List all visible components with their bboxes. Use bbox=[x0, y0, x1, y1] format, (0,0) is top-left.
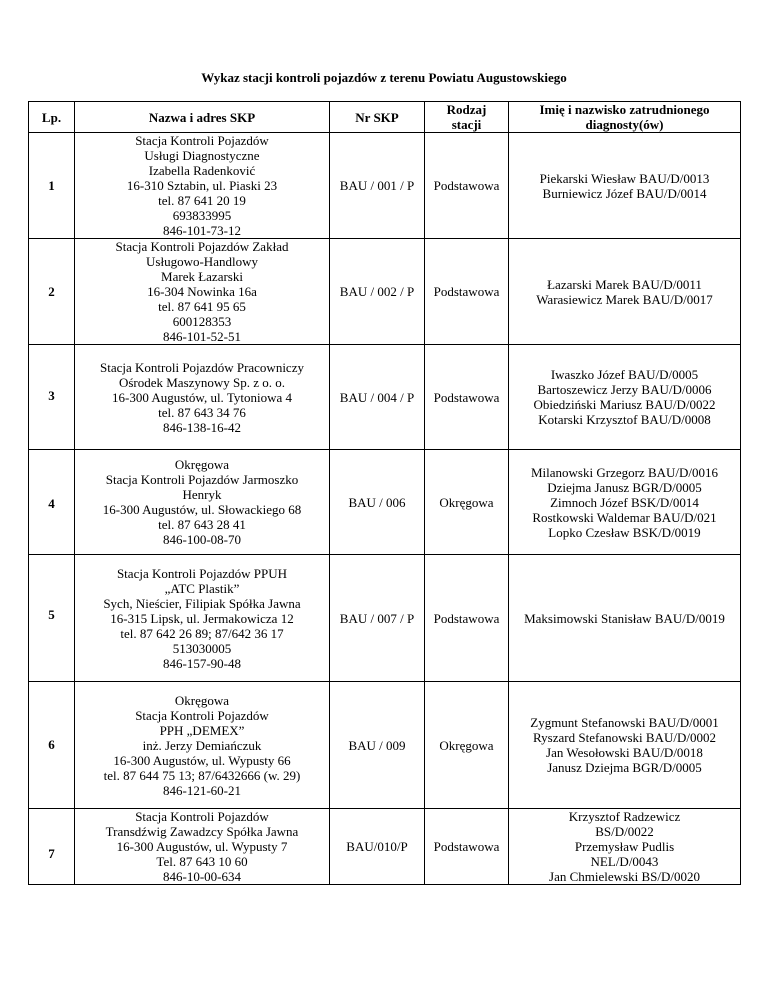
name-line: Sych, Nieścier, Filipiak Spółka Jawna bbox=[103, 595, 301, 611]
name-line: Marek Łazarski bbox=[161, 269, 243, 284]
name-line: inż. Jerzy Demiańczuk bbox=[142, 737, 262, 753]
name-line: Stacja Kontroli Pojazdów Pracowniczy bbox=[100, 359, 304, 375]
row-name bbox=[75, 239, 330, 345]
diag-line: Janusz Dziejma BGR/D/0005 bbox=[547, 760, 702, 775]
table-row bbox=[29, 555, 741, 682]
row-lp bbox=[29, 682, 75, 809]
diag-line: Bartoszewicz Jerzy BAU/D/0006 bbox=[537, 382, 712, 397]
row-nr: BAU/010/P bbox=[330, 809, 425, 885]
name-line: 16-315 Lipsk, ul. Jermakowicza 12 bbox=[110, 610, 294, 626]
name-line: Usługowo-Handlowy bbox=[146, 254, 258, 269]
diag-line: Warasiewicz Marek BAU/D/0017 bbox=[536, 291, 713, 307]
row-type: Podstawowa bbox=[425, 555, 509, 682]
table-row bbox=[29, 682, 741, 809]
row-nr: BAU / 004 / P bbox=[330, 345, 425, 450]
header-lp: Lp. bbox=[29, 102, 75, 133]
name-line: 846-157-90-48 bbox=[163, 655, 241, 671]
diag-line: Łazarski Marek BAU/D/0011 bbox=[547, 276, 702, 292]
name-line: Stacja Kontroli Pojazdów bbox=[135, 707, 269, 723]
diag-line: NEL/D/0043 bbox=[590, 854, 659, 869]
row-name bbox=[75, 682, 330, 809]
table-row bbox=[29, 133, 741, 239]
name-line: „ATC Plastik” bbox=[164, 580, 240, 596]
name-line: Stacja Kontroli Pojazdów PPUH bbox=[116, 565, 288, 581]
row-type: Okręgowa bbox=[425, 450, 509, 555]
name-line: Okręgowa bbox=[174, 692, 230, 708]
row-type: Podstawowa bbox=[425, 133, 509, 239]
name-line: 846-10-00-634 bbox=[163, 869, 241, 884]
diag-line: Dziejma Janusz BGR/D/0005 bbox=[547, 479, 702, 495]
name-line: tel. 87 641 20 19 bbox=[158, 193, 246, 208]
row-lp-value: 3 bbox=[48, 388, 55, 403]
row-type: Okręgowa bbox=[425, 682, 509, 809]
diag-line: Rostkowski Waldemar BAU/D/021 bbox=[532, 509, 717, 525]
header-name: Nazwa i adres SKP bbox=[75, 102, 330, 133]
row-lp bbox=[29, 809, 75, 885]
row-lp bbox=[29, 239, 75, 345]
row-type: Podstawowa bbox=[425, 239, 509, 345]
name-line: 693833995 bbox=[172, 208, 232, 223]
row-nr: BAU / 002 / P bbox=[330, 239, 425, 345]
name-line: 16-304 Nowinka 16a bbox=[147, 284, 257, 299]
row-lp-value: 2 bbox=[48, 284, 55, 299]
header-diag-line: Imię i nazwisko zatrudnionego bbox=[539, 102, 710, 117]
row-lp bbox=[29, 450, 75, 555]
name-line: Tel. 87 643 10 60 bbox=[156, 854, 248, 869]
diag-line: Lopko Czesław BSK/D/0019 bbox=[548, 524, 701, 540]
document-title: Wykaz stacji kontroli pojazdów z terenu Powiatu Augustowskiego bbox=[201, 70, 567, 85]
name-line: tel. 87 642 26 89; 87/642 36 17 bbox=[120, 625, 284, 641]
row-nr: BAU / 009 bbox=[330, 682, 425, 809]
name-line: PPH „DEMEX” bbox=[159, 722, 245, 738]
row-lp bbox=[29, 345, 75, 450]
row-lp-value: 7 bbox=[48, 846, 55, 861]
diag-line: Burniewicz Józef BAU/D/0014 bbox=[542, 185, 707, 201]
name-line: 600128353 bbox=[172, 314, 232, 329]
row-lp-value: 4 bbox=[48, 496, 55, 511]
name-line: tel. 87 644 75 13; 87/6432666 (w. 29) bbox=[103, 767, 301, 783]
row-diag bbox=[509, 239, 741, 345]
diag-line: BS/D/0022 bbox=[595, 824, 654, 839]
header-type bbox=[425, 102, 509, 133]
row-diag bbox=[509, 345, 741, 450]
name-line: Okręgowa bbox=[174, 457, 230, 472]
diag-line: Milanowski Grzegorz BAU/D/0016 bbox=[530, 464, 719, 480]
row-diag bbox=[509, 555, 741, 682]
name-line: 16-300 Augustów, ul. Wypusty 66 bbox=[113, 752, 291, 768]
name-line: 16-300 Augustów, ul. Tytoniowa 4 bbox=[111, 389, 292, 405]
table-row bbox=[29, 450, 741, 555]
name-line: Usługi Diagnostyczne bbox=[144, 148, 260, 163]
row-name bbox=[75, 450, 330, 555]
diag-line: Jan Chmielewski BS/D/0020 bbox=[549, 869, 700, 884]
diag-line: Kotarski Krzysztof BAU/D/0008 bbox=[538, 412, 711, 427]
diag-line: Przemysław Pudlis bbox=[574, 839, 675, 854]
row-name bbox=[75, 345, 330, 450]
row-diag bbox=[509, 133, 741, 239]
row-diag bbox=[509, 682, 741, 809]
row-diag bbox=[509, 450, 741, 555]
row-lp-value: 1 bbox=[48, 178, 55, 193]
row-type: Podstawowa bbox=[425, 345, 509, 450]
header-type-line: Rodzaj bbox=[446, 102, 487, 117]
header-type-line: stacji bbox=[451, 117, 482, 132]
table-row bbox=[29, 809, 741, 885]
diag-line: Jan Wesołowski BAU/D/0018 bbox=[546, 745, 703, 760]
name-line: Stacja Kontroli Pojazdów Zakład bbox=[115, 239, 289, 254]
table-row bbox=[29, 239, 741, 345]
row-diag bbox=[509, 809, 741, 885]
diag-line: Iwaszko Józef BAU/D/0005 bbox=[550, 367, 699, 382]
name-line: Stacja Kontroli Pojazdów bbox=[135, 133, 269, 148]
name-line: Stacja Kontroli Pojazdów Jarmoszko bbox=[105, 472, 299, 487]
name-line: 846-121-60-21 bbox=[163, 782, 241, 798]
name-line: 16-300 Augustów, ul. Słowackiego 68 bbox=[102, 502, 302, 517]
name-line: 846-101-52-51 bbox=[163, 329, 241, 344]
stations-table bbox=[28, 101, 741, 885]
row-name bbox=[75, 555, 330, 682]
diag-line: Piekarski Wiesław BAU/D/0013 bbox=[539, 170, 710, 186]
table-row bbox=[29, 345, 741, 450]
row-name bbox=[75, 133, 330, 239]
diag-line: Krzysztof Radzewicz bbox=[568, 809, 681, 824]
header-diag-line: diagnosty(ów) bbox=[585, 117, 664, 132]
name-line: 16-310 Sztabin, ul. Piaski 23 bbox=[126, 178, 278, 193]
name-line: Ośrodek Maszynowy Sp. z o. o. bbox=[118, 374, 286, 390]
row-nr: BAU / 007 / P bbox=[330, 555, 425, 682]
header-diag bbox=[509, 102, 741, 133]
diag-line: Ryszard Stefanowski BAU/D/0002 bbox=[533, 730, 716, 745]
row-name bbox=[75, 809, 330, 885]
diag-line: Obiedziński Mariusz BAU/D/0022 bbox=[533, 397, 716, 412]
name-line: tel. 87 641 95 65 bbox=[158, 299, 246, 314]
row-nr: BAU / 001 / P bbox=[330, 133, 425, 239]
row-lp bbox=[29, 133, 75, 239]
name-line: 513030005 bbox=[172, 640, 232, 656]
name-line: Transdźwig Zawadzcy Spółka Jawna bbox=[105, 824, 299, 839]
header-nr: Nr SKP bbox=[330, 102, 425, 133]
name-line: tel. 87 643 34 76 bbox=[158, 404, 246, 420]
row-nr: BAU / 006 bbox=[330, 450, 425, 555]
diag-line: Zimnoch Józef BSK/D/0014 bbox=[550, 494, 699, 510]
name-line: 16-300 Augustów, ul. Wypusty 7 bbox=[116, 839, 288, 854]
name-line: 846-138-16-42 bbox=[163, 419, 241, 435]
diag-line: Maksimowski Stanisław BAU/D/0019 bbox=[524, 610, 725, 626]
row-type: Podstawowa bbox=[425, 809, 509, 885]
diag-line: Zygmunt Stefanowski BAU/D/0001 bbox=[530, 715, 719, 730]
table-header-row bbox=[29, 102, 741, 133]
name-line: Henryk bbox=[182, 487, 222, 502]
name-line: Stacja Kontroli Pojazdów bbox=[135, 809, 269, 824]
row-lp-value: 6 bbox=[48, 737, 55, 752]
name-line: 846-100-08-70 bbox=[163, 532, 241, 547]
row-lp-value: 5 bbox=[48, 607, 55, 622]
name-line: Izabella Radenković bbox=[148, 163, 256, 178]
row-lp bbox=[29, 555, 75, 682]
name-line: tel. 87 643 28 41 bbox=[158, 517, 246, 532]
name-line: 846-101-73-12 bbox=[163, 223, 241, 238]
